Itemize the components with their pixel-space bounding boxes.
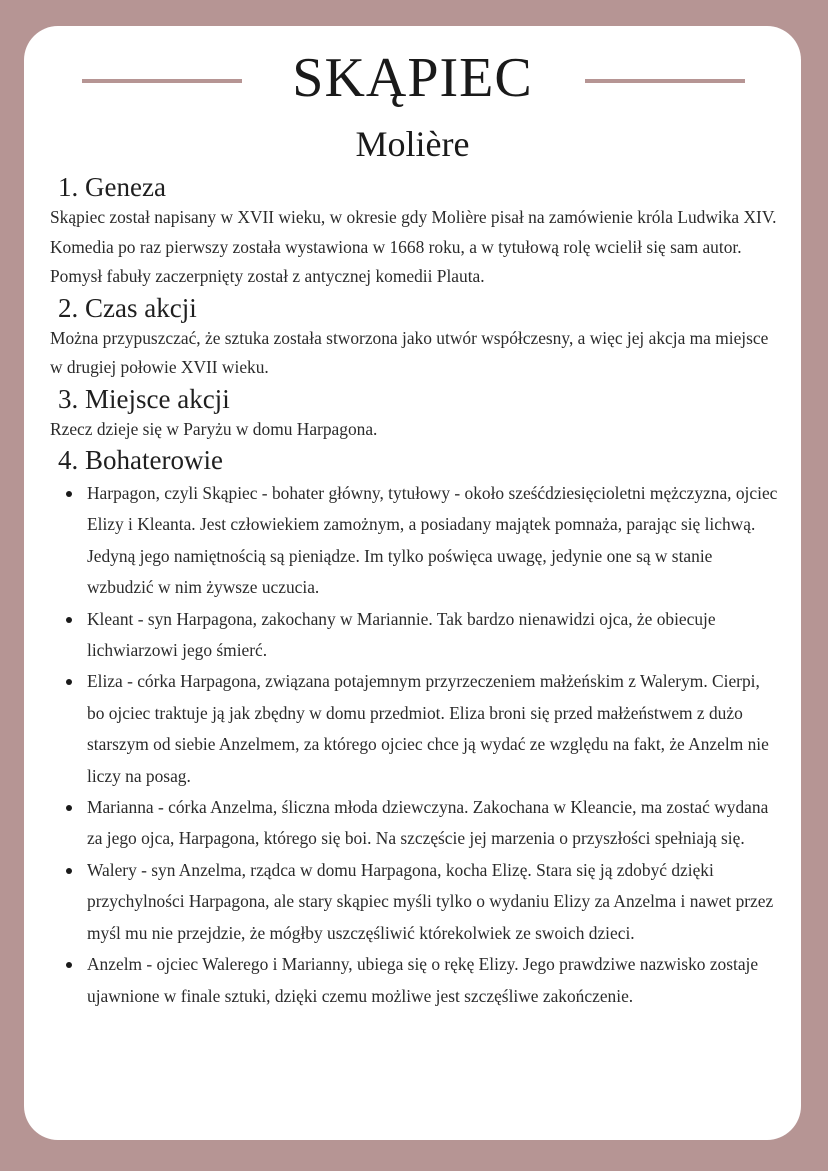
section-text: Skąpiec został napisany w XVII wieku, w okresie gdy Molière pisał na zamówienie króla Ludwika XIV. Komedia po raz pierwszy została wystawiona w 1668 roku, a w tytułową rolę wcielił się sam autor. Pomysł fabuły zaczerpnięty został z antycznej komedii Plauta. [50,207,777,286]
characters-list [50,478,785,1012]
list-item [50,792,785,855]
list-item [50,604,785,667]
section-heading: 2. Czas akcji [58,292,197,323]
list-item [50,855,785,949]
section-heading: 1. Geneza [58,172,166,202]
list-item-text: Kleant - syn Harpagona, zakochany w Mariannie. Tak bardzo nienawidzi ojca, że obiecuje lichwiarzowi jego śmierć. [87,608,716,661]
list-item-text: Eliza - córka Harpagona, związana potajemnym przyrzeczeniem małżeńskim z Walerym. Cierpi, bo ojciec traktuje ją jak zbędny w domu przedmiot. Eliza broni się przed małżeństwem z dużo starszym od siebie Anzelmem, za którego ojciec chce ją wydać ze względu na fakt, że Anzelm nie liczy na posag. [87,671,769,786]
title-row [24,26,801,164]
section-time [50,292,785,383]
section-heading: 4. Bohaterowie [58,445,223,475]
bullet-icon [66,491,72,497]
author-name: Molière [355,124,470,164]
bullet-icon [66,868,72,874]
section-text: Rzecz dzieje się w Paryżu w domu Harpagona. [50,418,378,439]
list-item-text: Marianna - córka Anzelma, śliczna młoda dziewczyna. Zakochana w Kleancie, ma zostać wydana za jego ojca, Harpagona, którego się boi. Na szczęście jej marzenia o przyszłości spełniają się. [87,797,769,849]
bullet-icon [66,805,72,811]
document-content [50,171,785,1012]
list-item-text: Walery - syn Anzelma, rządca w domu Harpagona, kocha Elizę. Stara się ją zdobyć dzięki przychylności Harpagona, ale stary skąpiec myśli tylko o wydaniu Elizy za Anzelma i nawet przez myśl mu nie przejdzie, że mógłby uszczęśliwić którekolwiek ze swoich dzieci. [87,859,774,943]
section-text: Można przypuszczać, że sztuka została stworzona jako utwór współczesny, a więc jej akcja ma miejsce w drugiej połowie XVII wieku. [50,327,769,377]
list-item [50,666,785,792]
bullet-icon [66,962,72,968]
section-characters [50,444,785,1012]
list-item-text: Anzelm - ojciec Walerego i Marianny, ubiega się o rękę Elizy. Jego prawdziwe nazwisko zostaje ujawnione w finale sztuki, dzięki czemu możliwe jest szczęśliwe zakończenie. [87,954,759,1006]
list-item [50,478,785,604]
section-heading: 3. Miejsce akcji [58,383,230,414]
list-item [50,949,785,1012]
section-place [50,383,785,445]
bullet-icon [66,679,72,685]
page-title: SKĄPIEC [292,47,533,109]
bullet-icon [66,617,72,623]
section-genesis [50,171,785,292]
list-item-text: Harpagon, czyli Skąpiec - bohater główny, tytułowy - około sześćdziesięcioletni mężczyzna, ojciec Elizy i Kleanta. Jest człowiekiem zamożnym, a posiadany majątek pomnaża, parając się lichwą. Jedyną jego namiętnością są pieniądze. Im tylko poświęca uwagę, jedynie one są w stanie wzbudzić w nim żywsze uczucia. [87,483,778,598]
document-card [24,26,801,1140]
